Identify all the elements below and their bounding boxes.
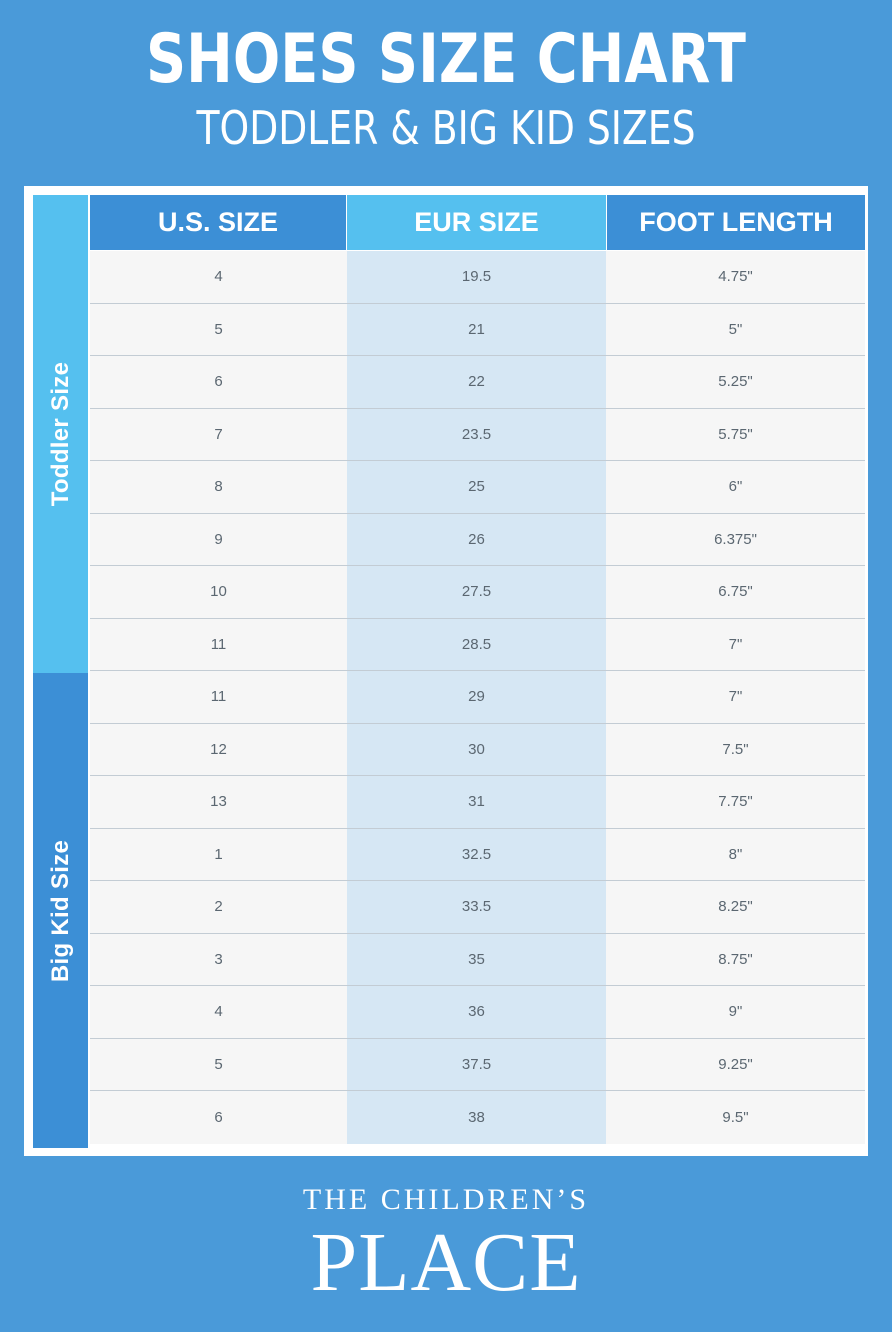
table-row [90,1091,865,1144]
us-size-cell: 2 [90,881,347,933]
foot-length-cell: 7.75" [606,776,865,828]
eur-size-cell: 21 [347,304,606,356]
table-row [90,776,865,829]
us-size-cell: 7 [90,409,347,461]
foot-length-cell: 8.75" [606,934,865,986]
table-row [90,566,865,619]
us-size-cell: 11 [90,619,347,671]
foot-length-cell: 8.25" [606,881,865,933]
toddler-size-label: Toddler Size [46,361,74,507]
eur-size-cell: 28.5 [347,619,606,671]
table-row [90,356,865,409]
eur-size-cell: 38 [347,1091,606,1144]
foot-length-cell: 7.5" [606,724,865,776]
table-row [90,881,865,934]
foot-length-cell: 4.75" [606,251,865,303]
table-row [90,304,865,357]
us-size-cell: 6 [90,1091,347,1144]
table-row [90,829,865,882]
us-size-cell: 8 [90,461,347,513]
big-kid-size-label: Big Kid Size [46,839,74,982]
brand-logo-line2: PLACE [310,1216,582,1309]
foot-length-cell: 9.5" [606,1091,865,1144]
table-row [90,409,865,462]
eur-size-cell: 26 [347,514,606,566]
table-row [90,934,865,987]
us-size-cell: 13 [90,776,347,828]
table-row [90,514,865,567]
eur-size-cell: 32.5 [347,829,606,881]
big-kid-size-group [33,673,88,1148]
table-row [90,986,865,1039]
eur-size-cell: 33.5 [347,881,606,933]
foot-length-cell: 6" [606,461,865,513]
foot-length-cell: 5" [606,304,865,356]
eur-size-cell: 23.5 [347,409,606,461]
eur-size-cell: 36 [347,986,606,1038]
chart-title: SHOES SIZE CHART [146,20,746,99]
eur-size-cell: 37.5 [347,1039,606,1091]
us-size-cell: 4 [90,986,347,1038]
brand-logo-line1: THE CHILDREN’S [302,1183,590,1216]
chart-subtitle: TODDLER & BIG KID SIZES [196,101,696,155]
us-size-cell: 12 [90,724,347,776]
foot-length-cell: 5.75" [606,409,865,461]
eur-size-cell: 35 [347,934,606,986]
foot-length-cell: 8" [606,829,865,881]
eur-size-cell: 29 [347,671,606,723]
us-size-cell: 1 [90,829,347,881]
toddler-size-group [33,195,88,673]
us-size-cell: 11 [90,671,347,723]
us-size-cell: 4 [90,251,347,303]
us-size-cell: 10 [90,566,347,618]
table-row [90,461,865,514]
foot-length-cell: 7" [606,619,865,671]
table-row [90,671,865,724]
table-row [90,619,865,672]
size-table-body [90,251,865,1144]
eur-size-cell: 31 [347,776,606,828]
us-size-cell: 9 [90,514,347,566]
table-row [90,251,865,304]
eur-size-cell: 19.5 [347,251,606,303]
foot-length-cell: 9.25" [606,1039,865,1091]
foot-length-cell: 6.375" [606,514,865,566]
us-size-cell: 6 [90,356,347,408]
eur-size-header: EUR SIZE [347,195,606,250]
foot-length-cell: 6.75" [606,566,865,618]
us-size-cell: 5 [90,304,347,356]
us-size-cell: 3 [90,934,347,986]
foot-length-cell: 9" [606,986,865,1038]
eur-size-cell: 22 [347,356,606,408]
foot-length-cell: 7" [606,671,865,723]
table-row [90,724,865,777]
eur-size-cell: 27.5 [347,566,606,618]
table-row [90,1039,865,1092]
us-size-header: U.S. SIZE [90,195,346,250]
foot-length-header: FOOT LENGTH [607,195,865,250]
us-size-cell: 5 [90,1039,347,1091]
eur-size-cell: 30 [347,724,606,776]
eur-size-cell: 25 [347,461,606,513]
foot-length-cell: 5.25" [606,356,865,408]
